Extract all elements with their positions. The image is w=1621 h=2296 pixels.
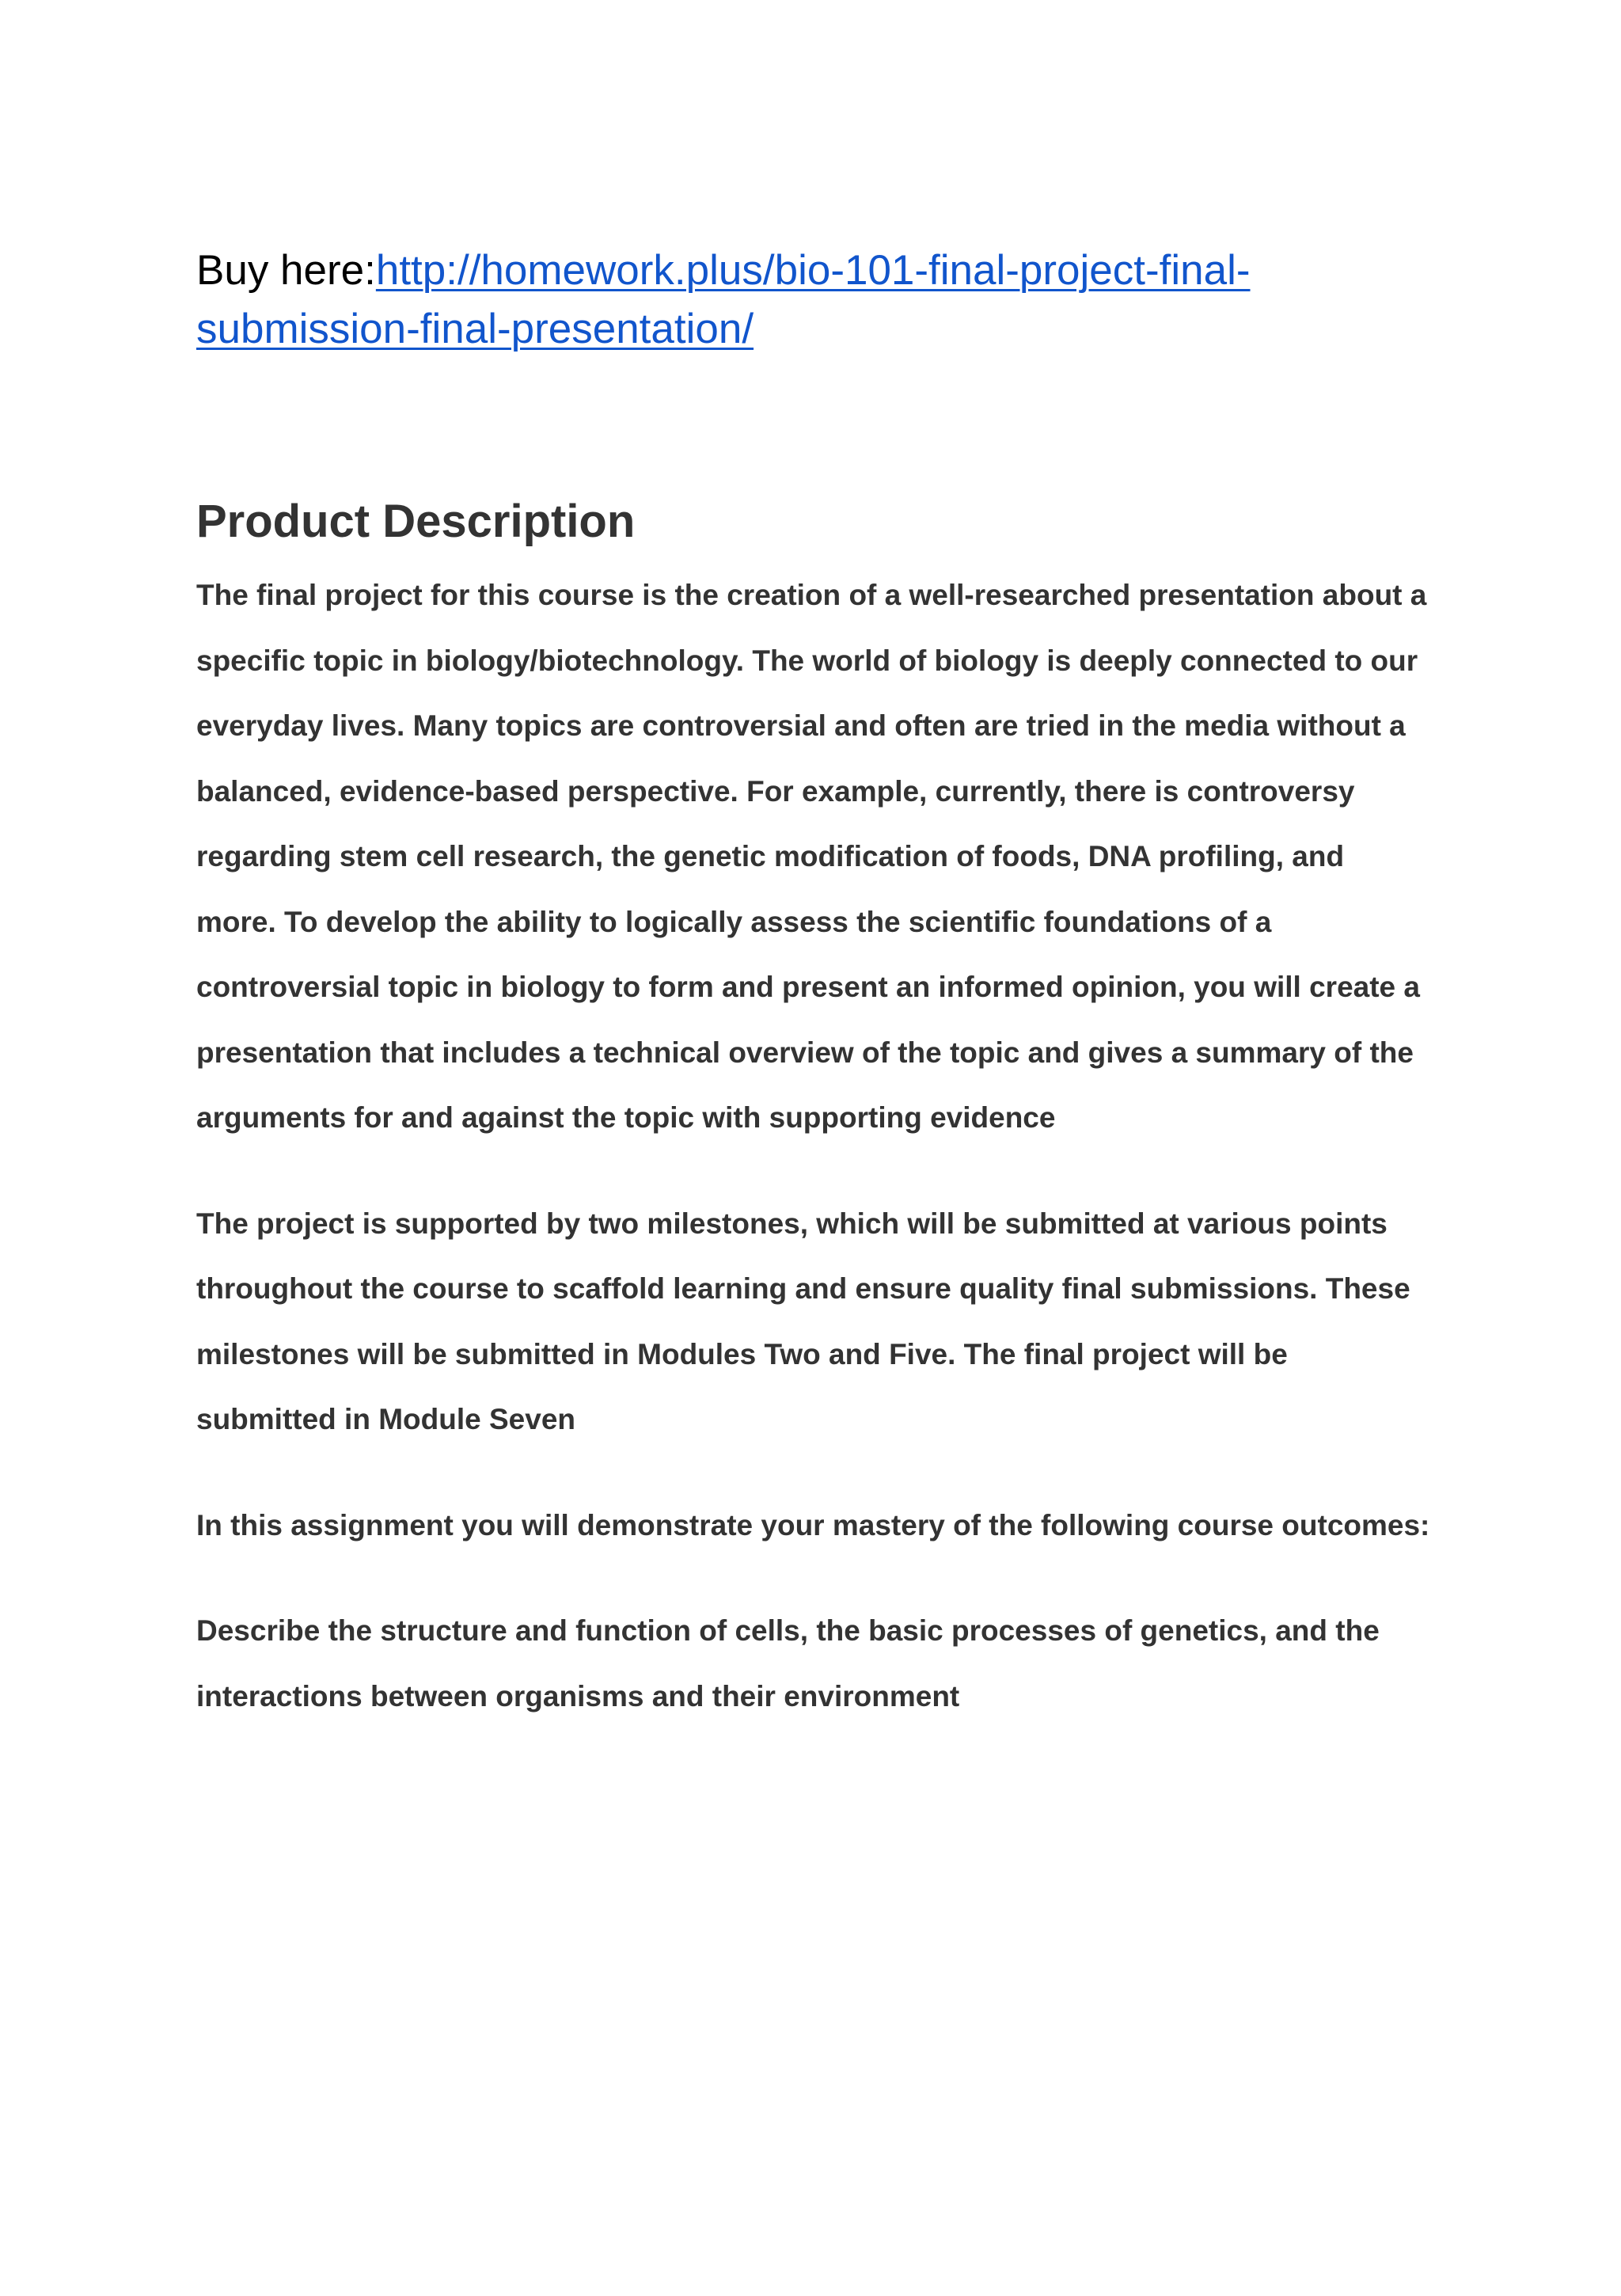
buy-prefix: Buy here: <box>196 247 376 294</box>
document-page <box>196 241 1431 1729</box>
outcomes-intro-paragraph: In this assignment you will demonstrate your mastery of the following course outcomes: <box>196 1508 1430 1541</box>
outcome-paragraph: Describe the structure and function of cells, the basic processes of genetics, and the interactions between organisms and their environment <box>196 1614 1380 1712</box>
product-description-heading: Product Description <box>196 496 636 547</box>
product-link[interactable]: http://homework.plus/bio-101-final-project-final-submission-final-presentation/ <box>196 247 1251 352</box>
milestones-paragraph: The project is supported by two milestones, which will be submitted at various points throughout the course to scaffold learning and ensure quality final submissions. These milestones will be submitted in Modules Two and Five. The final project will be submitted in Module Seven <box>196 1207 1410 1435</box>
buy-line <box>196 241 1431 359</box>
description-paragraph: The final project for this course is the creation of a well-researched presentation about a specific topic in biology/biotechnology. The world of biology is deeply connected to our everyday lives. Many topics are controversial and often are tried in the media without a balanced, evidence-based perspective. For example, currently, there is controversy regarding stem cell research, the genetic modification of foods, DNA profiling, and more. To develop the ability to logically assess the scientific foundations of a controversial topic in biology to form and present an informed opinion, you will create a presentation that includes a technical overview of the topic and gives a summary of the arguments for and against the topic with supporting evidence <box>196 579 1427 1134</box>
